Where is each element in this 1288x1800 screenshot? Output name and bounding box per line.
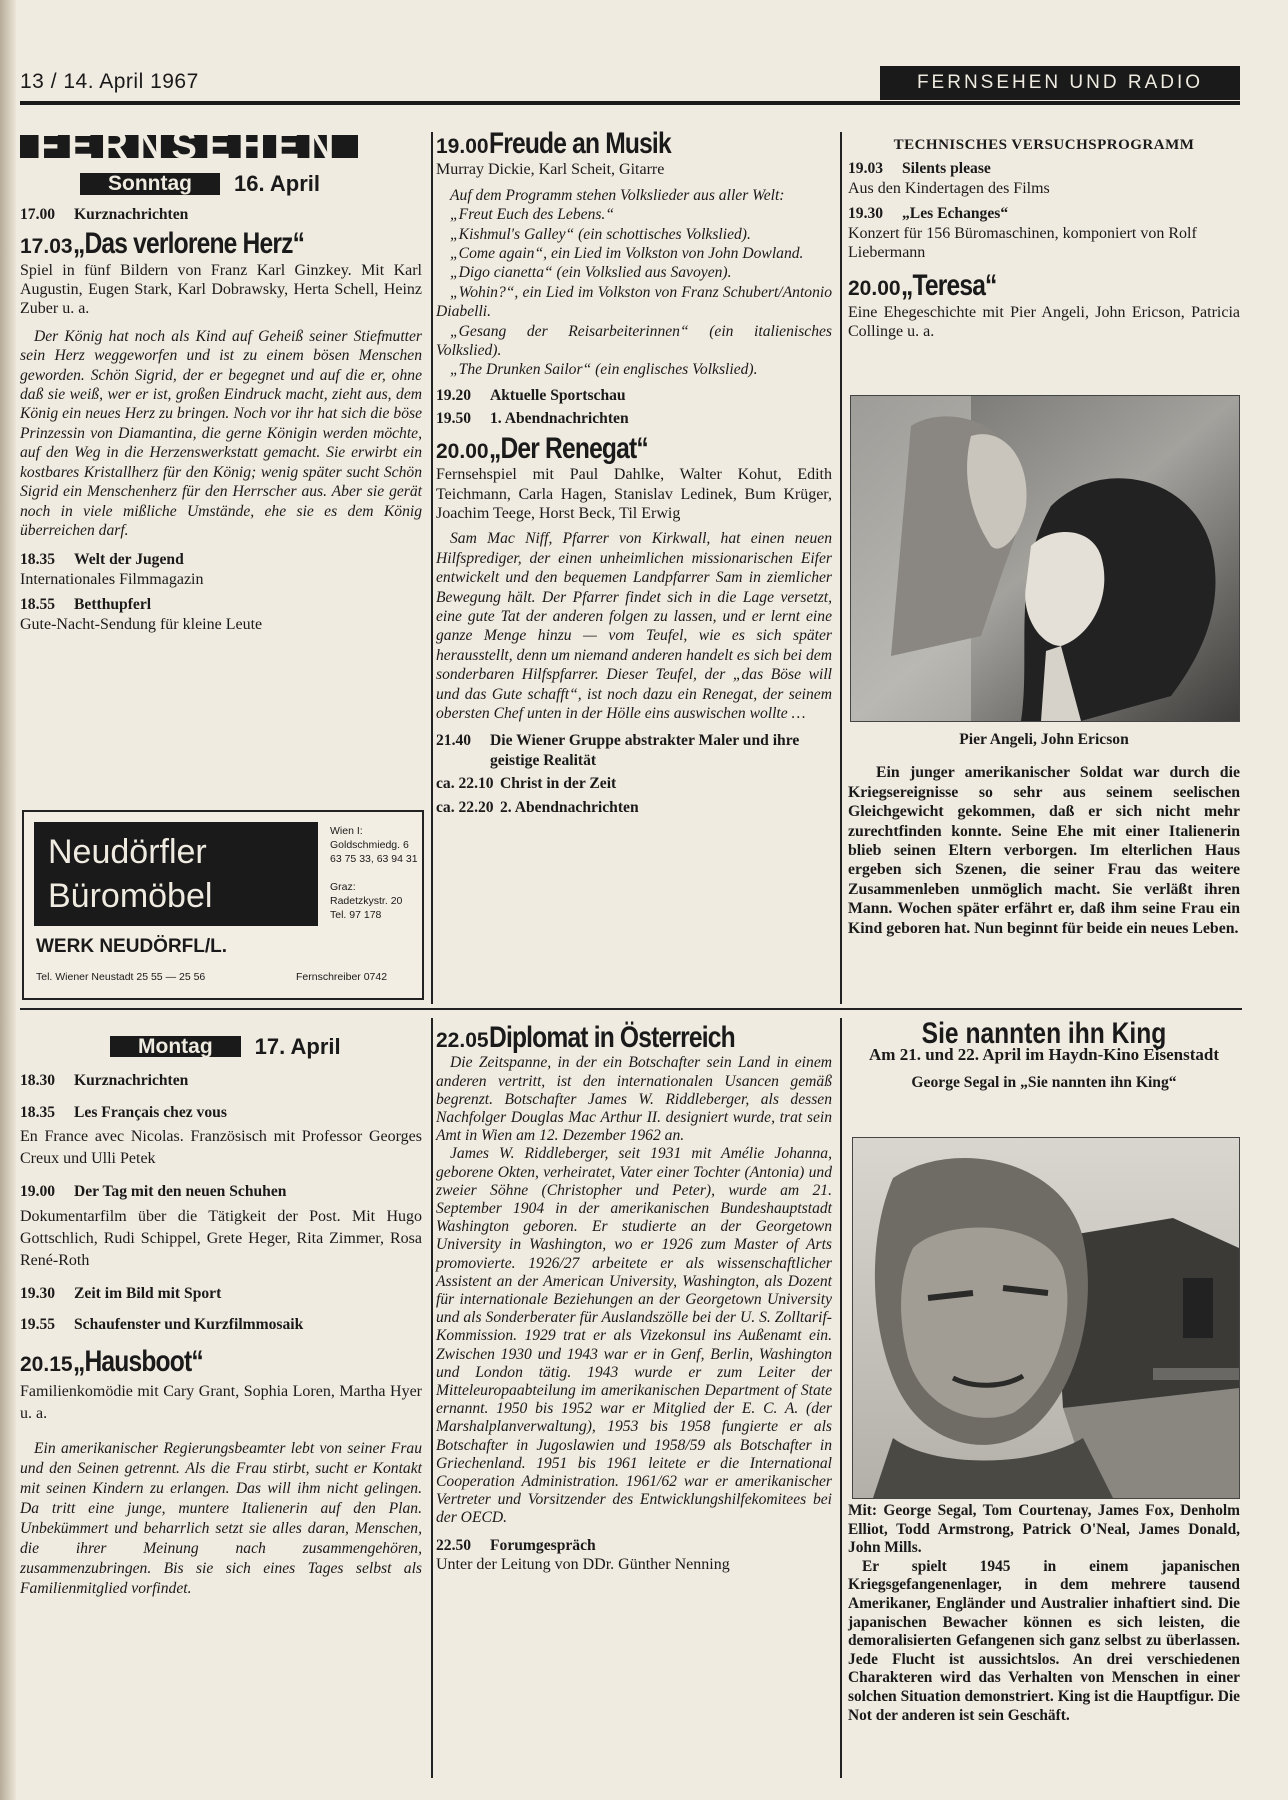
entry-title: Silents please (902, 160, 991, 178)
feature-title: Diplomat in Österreich (488, 1021, 735, 1054)
entry-subtitle: Konzert für 156 Büromaschinen, komponiert von Rolf Liebermann (848, 224, 1197, 262)
entry-subtitle: Internationales Filmmagazin (20, 570, 204, 588)
entry-time: 19.30 (848, 205, 884, 223)
day-label-monday: Montag (110, 1036, 241, 1057)
program-entry (848, 204, 1240, 223)
entry-subtitle: Dokumentarfilm über die Tätigkeit der Post. Mit Hugo Gottschlich, Rudi Schippel, Grete Heger, Rita Zimmer, Rosa René-Roth (20, 1207, 422, 1269)
feature-credits: Murray Dickie, Karl Scheit, Gitarre (436, 161, 665, 179)
feature-description: Sam Mac Niff, Pfarrer von Kirkwall, hat einen neuen Hilfsprediger, der einen unheimlichen missionarischen Eifer entwickelt und den bequemen Landpfarrer Sam in ziemlicher Bewegung hält. Der Pfarrer findet sich in die Lage versetzt, eine gute Tat der anderen folgen zu lassen, und er lernt eine ganze Menge hinzu — vom Teufel, wie es sich später herausstellt, denn um niemand anderen handelt es sich bei dem sonderbaren Hilfspfarrer. Dieser Teufel, der „das Böse will und das Gute schafft“, ist noch dazu ein Renegat, der seinem obersten Chef unten in der Hölle eins auswischen wollte … (436, 530, 832, 722)
advertisement (22, 810, 424, 1000)
feature-heading (436, 431, 832, 465)
entry-time: 19.55 (20, 1316, 56, 1334)
entry-subtitle: Aus den Kindertagen des Films (848, 179, 1050, 197)
column-divider (840, 1018, 842, 1778)
entry-time: 22.50 (436, 1536, 472, 1554)
feature-credits: Eine Ehegeschichte mit Pier Angeli, John Ericson, Patricia Collinge u. a. (848, 303, 1240, 341)
photo-caption: Pier Angeli, John Ericson (959, 731, 1129, 748)
king-text (848, 1502, 1240, 1725)
entry-time: 19.20 (436, 386, 472, 404)
film-cast: Mit: George Segal, Tom Courtenay, James Fox, Denholm Elliot, Todd Armstrong, Patrick O'Neal, James Donald, John Mills. (848, 1502, 1240, 1557)
feature-heading (20, 1345, 422, 1379)
program-entry (436, 1536, 832, 1555)
feature-credits: Familienkomödie mit Cary Grant, Sophia Loren, Martha Hyer u. a. (20, 1382, 422, 1422)
entry-title: „Les Echanges“ (902, 205, 1009, 223)
ad-telex: Fernschreiber 0742 (296, 971, 388, 983)
feature-description: Der König hat noch als Kind auf Geheiß seiner Stiefmutter sein Herz weggeworfen und ist zu einem bösen Menschen geworden. Schön Sigrid, der er begegnet und auf die er, ohne daß sie weiß, wer er ist, großen Eindruck macht, zieht aus, dem König ein neues Herz zu bringen. Noch vor ihr hat sich die böse Prinzessin von Diamantina, die gerne Königin werden möchte, auf den Weg in die Herzenswerkstatt gemacht. Sie erwirbt ein kostbares Kristallherz für den König; wenig später sucht Schön Sigrid ein Menschenherz für den Herrscher aus. Aber sie gerät noch in viele mißliche Umstände, ehe sie es dem König überreichen darf. (20, 327, 422, 539)
page-fold-shadow (0, 0, 16, 1800)
entry-time: 17.00 (20, 205, 56, 223)
feature-heading (436, 1021, 832, 1054)
program-entry (436, 774, 832, 793)
feature-description: Die Zeitspanne, in der ein Botschafter sein Land in einem anderen vertritt, ist den internationalen Usancen gemäß begrenzt. Botschafter James W. Riddleberger, als dessen Nachfolger Douglas Mac Arthur II. designiert wurde, trat sein Amt in Wien am 12. Dezember 1962 an. (436, 1054, 832, 1145)
feature-time: 17.03 (20, 235, 73, 259)
entry-time: 19.00 (20, 1183, 56, 1201)
feature-title: „Teresa“ (900, 269, 997, 303)
teresa-photo-image (851, 396, 1239, 721)
entry-time: 19.03 (848, 160, 884, 178)
column-divider (840, 132, 842, 1004)
ad-brand-line2: Büromöbel (48, 877, 213, 915)
teresa-column (848, 136, 1240, 342)
entry-time: 19.30 (20, 1284, 56, 1302)
program-entry (20, 1182, 422, 1201)
feature-title: „Das verlorene Herz“ (72, 227, 304, 261)
fernsehen-banner: FERNSEHEN (20, 135, 358, 158)
page-date: 13 / 14. April 1967 (20, 70, 199, 93)
entry-title: Forumgespräch (490, 1536, 596, 1554)
header-rule (20, 101, 1240, 105)
entry-time: 18.35 (20, 1103, 56, 1121)
monday-column (20, 1036, 422, 1599)
film-screening: Am 21. und 22. April im Haydn-Kino Eisenstadt (869, 1045, 1219, 1065)
program-entry (848, 159, 1240, 178)
feature-time: 20.15 (20, 1353, 73, 1377)
entry-time: 18.35 (20, 551, 56, 569)
entry-time: 21.40 (436, 732, 472, 750)
feature-heading (20, 227, 422, 261)
entry-time: 18.55 (20, 596, 56, 614)
feature-description: Ein junger amerikanischer Soldat war durch die Kriegsereignisse so sehr aus seinem seelischen Gleichgewicht gekommen, daß er sich nicht mehr zurechtfinden konnte. Seine Ehe mit einer Italienerin blieb seinen Eltern verborgen. Im elterlichen Haus ergeben sich Szenen, die seiner Frau das weitere Zusammenleben unmöglich macht. Sie verläßt ihren Mann. Wochen später erfährt er, daß ihm seine Frau ein Kind geboren hat. Nun beginnt für beide ein neues Leben. (848, 764, 1240, 937)
entry-title: Zeit im Bild mit Sport (74, 1284, 222, 1302)
day-date-monday: 17. April (254, 1034, 341, 1059)
king-column (848, 1017, 1240, 1093)
day-label-sunday: Sonntag (80, 173, 220, 194)
entry-time: 18.30 (20, 1072, 56, 1090)
teresa-text (848, 730, 1240, 938)
song-item: „Kishmul's Galley“ (ein schottisches Volkslied). (450, 225, 751, 243)
entry-title: 1. Abendnachrichten (490, 410, 629, 428)
program-entry (436, 386, 832, 405)
feature-description: Ein amerikanischer Regierungsbeamter lebt von seiner Frau und den Seinen getrennt. Als die Frau stirbt, sucht er Kontakt mit seinen Kindern zu erlangen. Das will ihm nicht gelingen. Da tritt eine junge, muntere Italienerin auf den Plan. Unbekümmert und beharrlich setzt sie alles daran, Menschen, die ihrer Meinung nach zusammengehören, zusammenzubringen. Bis sie sich eines Tages selbst als Familienmitglied vorfindet. (20, 1439, 422, 1597)
program-entry (20, 1103, 422, 1122)
entry-title: Betthupferl (74, 596, 152, 614)
feature-title: Freude an Musik (488, 127, 671, 160)
feature-heading (436, 127, 832, 160)
music-column (436, 127, 832, 821)
ad-logo (34, 822, 318, 926)
feature-title: „Hausboot“ (72, 1345, 203, 1379)
page-header (20, 66, 1240, 106)
feature-description: James W. Riddleberger, seit 1931 mit Amélie Johanna, geborene Okten, verheiratet, Vater einer Tochter (Antonia) und zweier Söhne (Christopher und Peter), wurde am 21. September 1904 in der amerikanischen Bundeshauptstadt Washington geboren. Er studierte an der Georgetown University in Washington, wo er 1926 zum Master of Arts promovierte. 1926/27 arbeitete er als wissenschaftlicher Assistent an der American University, Washington, als Dozent für internationale Beziehungen an der Georgetown University und als Sonderberater für Auslandszölle bei der U. S. Zolltarif-Kommission. 1929 trat er als Vizekonsul ins Außenamt ein. Zwischen 1930 und 1943 war er in Genf, Berlin, Washington und London tätig. 1943 wurde er zum Leiter der Mitteleuropaabteilung im amerikanischen Department of State ernannt. 1950 bis 1952 war er Mitglied der E. C. A. (der Marshalplanverwaltung), 1953 bis 1958 fungierte er als Botschafter in Jugoslawien und 1958/59 als Botschafter in Griechenland. 1951 bis 1961 leitete er die International Cooperation Administration. 1961/62 war er amerikanischer Vertreter und Vorsitzender des Entwicklungshilfekomitees bei der OECD. (436, 1145, 832, 1527)
program-entry (436, 731, 832, 770)
photo-caption: George Segal in „Sie nannten ihn King“ (911, 1074, 1177, 1092)
entry-title: Welt der Jugend (74, 551, 184, 569)
entry-title: Christ in der Zeit (500, 775, 617, 793)
feature-time: 19.00 (436, 135, 489, 158)
program-entry (436, 798, 832, 817)
sunday-column (20, 125, 422, 634)
program-entry (20, 1284, 422, 1303)
ad-address-wien: Wien I: Goldschmiedg. 6 63 75 33, 63 94 31 (330, 825, 418, 865)
teresa-photo (850, 395, 1240, 722)
song-item: „Come again“, ein Lied im Volkston von John Dowland. (450, 245, 804, 263)
film-title: Sie nannten ihn King (921, 1017, 1167, 1050)
program-intro: Auf dem Programm stehen Volkslieder aus aller Welt: (450, 186, 785, 204)
diplomat-column (436, 1021, 832, 1575)
feature-title: „Der Renegat“ (488, 431, 648, 465)
song-item: „Digo cianetta“ (ein Volkslied aus Savoyen). (450, 264, 732, 282)
entry-time: 19.50 (436, 410, 472, 428)
song-item: „The Drunken Sailor“ (ein englisches Volkslied). (450, 361, 758, 379)
song-item: „Freut Euch des Lebens.“ (450, 206, 615, 224)
song-item: „Wohin?“, ein Lied im Volkston von Franz Schubert/Antonio Diabelli. (436, 283, 832, 321)
program-entry (20, 1315, 422, 1334)
entry-time: ca. 22.10 (436, 775, 494, 793)
entry-subtitle: En France avec Nicolas. Französisch mit Professor Georges Creux und Ulli Petek (20, 1128, 422, 1168)
program-entry (20, 1071, 422, 1090)
column-divider (431, 132, 433, 1004)
entry-title: Der Tag mit den neuen Schuhen (74, 1183, 287, 1201)
feature-time: 22.05 (436, 1029, 489, 1052)
section-heading: TECHNISCHES VERSUCHSPROGRAMM (893, 137, 1195, 153)
program-entry (20, 550, 422, 569)
film-description: Er spielt 1945 in einem japanischen Kriegsgefangenenlager, in dem mehrere tausend Amerikaner, Engländer und Australier inhaftiert sind. Die japanischen Bewacher können es sich leisten, die demoralisierten Gefangenen sich ganz selbst zu überlassen. Jede Flucht ist aussichtslos. An drei verschiedenen Charakteren wird das Verhalten von Menschen in einer solchen Situation demonstriert. King ist die Hauptfigur. Die Not der anderen ist sein Geschäft. (848, 1557, 1240, 1724)
feature-time: 20.00 (436, 439, 489, 463)
column-divider (431, 1018, 433, 1778)
feature-time: 20.00 (848, 277, 901, 301)
ad-address-graz: Graz: Radetzkystr. 20 Tel. 97 178 (330, 881, 403, 921)
entry-subtitle: Gute-Nacht-Sendung für kleine Leute (20, 615, 263, 633)
entry-title: Die Wiener Gruppe abstrakter Maler und ihre geistige Realität (490, 732, 800, 769)
entry-title: Les Français chez vous (74, 1103, 227, 1121)
program-entry (20, 595, 422, 614)
section-rule (20, 1008, 1242, 1010)
program-entry (20, 205, 422, 224)
king-photo-image (853, 1138, 1239, 1498)
feature-credits: Spiel in fünf Bildern von Franz Karl Ginzkey. Mit Karl Augustin, Eugen Stark, Karl Dobrawsky, Herta Schell, Heinz Zuber u. a. (20, 261, 422, 318)
section-label: FERNSEHEN UND RADIO (880, 66, 1240, 100)
song-item: „Gesang der Reisarbeiterinnen“ (ein italienisches Volkslied). (436, 322, 832, 360)
feature-credits: Fernsehspiel mit Paul Dahlke, Walter Kohut, Edith Teichmann, Carla Hagen, Stanislav Ledinek, Bum Krüger, Joachim Teege, Horst Beck, Til Erwig (436, 466, 832, 522)
day-date-sunday: 16. April (234, 171, 320, 197)
ad-werk: WERK NEUDÖRFL/L. (36, 936, 228, 957)
king-photo (852, 1137, 1240, 1499)
entry-title: 2. Abendnachrichten (500, 798, 639, 816)
ad-phone: Tel. Wiener Neustadt 25 55 — 25 56 (36, 971, 206, 983)
program-entry (436, 409, 832, 428)
entry-title: Kurznachrichten (74, 205, 189, 223)
entry-subtitle: Unter der Leitung von DDr. Günther Nenning (436, 1556, 730, 1574)
feature-heading (848, 269, 1240, 303)
entry-title: Aktuelle Sportschau (490, 386, 626, 404)
entry-title: Schaufenster und Kurzfilmmosaik (74, 1316, 304, 1334)
entry-title: Kurznachrichten (74, 1072, 189, 1090)
ad-brand-line1: Neudörfler (48, 833, 207, 871)
entry-time: ca. 22.20 (436, 798, 494, 816)
